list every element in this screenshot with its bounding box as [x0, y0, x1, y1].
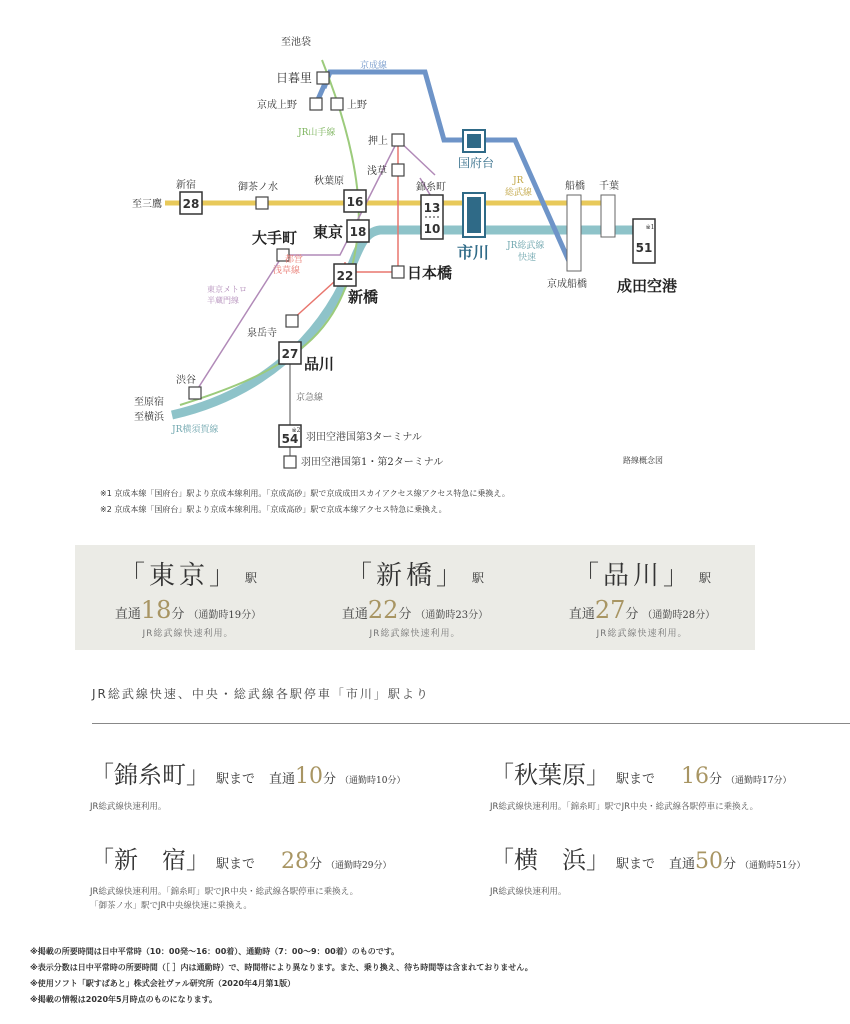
footnote-2: ※表示分数は日中平常時の所要時間（［ ］内は通勤時）で、時間帯により異なります。また、乗り換え、待ち時間等は含まれておりません。 — [30, 963, 533, 972]
label-ochanomizu: 御茶ノ水 — [238, 182, 278, 193]
intro-text: JR総武線快速、中央・総武線各駅停車「市川」駅より — [92, 687, 430, 701]
label-keisei-funabashi: 京成船橋 — [547, 279, 587, 290]
highlight-minutes: 18 — [140, 596, 172, 624]
station-chiba — [601, 195, 615, 237]
label-oshiage: 押上 — [368, 136, 388, 147]
label-shibuya: 渋谷 — [176, 375, 196, 386]
route-note-1: ※1 京成本線「国府台」駅より京成本線利用。「京成高砂」駅で京成成田スカイアクセス線アクセス特急に乗換え。 — [100, 489, 510, 498]
label-sengakuji: 泉岳寺 — [247, 328, 277, 339]
num-shinbashi: 22 — [336, 269, 354, 283]
narita-mark: ※1 — [645, 224, 655, 231]
highlight-shinagawa: 「品川」 駅 直通27分 （通勤時28分） JR総武線快速利用。 — [568, 561, 716, 639]
highlight-box — [75, 545, 755, 650]
label-hanzomon-2: 半蔵門線 — [207, 296, 239, 305]
highlight-station: 「東京」 — [118, 561, 239, 591]
footnote-4: ※掲載の情報は2020年5月時点のものになります。 — [30, 995, 217, 1004]
station-oshiage — [392, 134, 404, 146]
label-kounodai: 国府台 — [458, 156, 495, 170]
station-nihonbashi — [392, 266, 404, 278]
num-narita: 51 — [635, 241, 653, 255]
label-nippori: 日暮里 — [276, 71, 313, 85]
label-haneda12: 羽田空港国第1・第2ターミナル — [301, 457, 444, 468]
highlight-tokyo: 「東京」 駅 直通18分 （通勤時19分） JR総武線快速利用。 — [114, 561, 262, 639]
station-nippori — [317, 72, 329, 84]
label-toei-1: 都営 — [285, 255, 304, 265]
haneda-mark: ※2 — [291, 427, 301, 434]
destination-yokohama: 「横 浜」 駅まで 直通50分 （通勤時51分） JR総武線快速利用。 — [490, 846, 806, 897]
label-kinshicho: 錦糸町 — [416, 182, 446, 193]
label-keikyu: 京急線 — [296, 393, 324, 403]
label-ichikawa: 市川 — [457, 243, 490, 262]
label-yamanote: JR山手線 — [298, 128, 336, 138]
label-yokohama: 至横浜 — [134, 412, 164, 423]
station-asakusa — [392, 164, 404, 176]
num-shinjuku: 28 — [182, 197, 200, 211]
label-hanzomon-1: 東京メトロ — [207, 285, 247, 294]
label-otemachi: 大手町 — [252, 229, 298, 247]
label-chiba: 千葉 — [599, 181, 619, 192]
highlight-minutes: 22 — [367, 596, 399, 624]
station-ochanomizu — [256, 197, 268, 209]
highlight-shinbashi: 「新橋」 駅 直通22分 （通勤時23分） JR総武線快速利用。 — [341, 561, 489, 639]
label-narita: 成田空港 — [617, 277, 678, 295]
num-tokyo: 18 — [349, 225, 367, 239]
station-funabashi — [567, 195, 581, 271]
label-sobu-rapid-2: 快速 — [518, 253, 537, 263]
station-haneda12 — [284, 456, 296, 468]
num-kinshicho-bottom: 10 — [423, 222, 441, 236]
station-ueno — [331, 98, 343, 110]
label-sobu-1: JR — [513, 176, 524, 186]
num-akihabara: 16 — [346, 195, 364, 209]
destination-akihabara: 「秋葉原」 駅まで 16分 （通勤時17分） JR総武線快速利用。「錦糸町」駅でJR中央・総武線各駅停車に乗換え。 — [490, 761, 792, 812]
footnote-1: ※掲載の所要時間は日中平常時（10：00発～16：00着）、通勤時（7：00～9：00着）のものです。 — [30, 947, 400, 956]
highlight-station: 「品川」 — [572, 561, 693, 591]
label-ikebukuro: 至池袋 — [281, 37, 311, 48]
divider — [92, 723, 850, 724]
destination-shinjuku: 「新 宿」 駅まで 28分 （通勤時29分） JR総武線快速利用。「錦糸町」駅でJR中央・総武線各駅停車に乗換え。 「御茶ノ水」駅でJR中央線快速に乗換え。 — [90, 846, 392, 911]
station-shibuya — [189, 387, 201, 399]
label-shinagawa: 品川 — [304, 355, 335, 373]
label-tokyo: 東京 — [313, 223, 344, 241]
label-keisei-line: 京成線 — [360, 61, 388, 71]
num-shinagawa: 27 — [281, 347, 299, 361]
label-mitaka: 至三鷹 — [132, 199, 162, 210]
label-yokosuka: JR横須賀線 — [172, 425, 219, 435]
label-funabashi: 船橋 — [565, 181, 585, 192]
label-haneda3: 羽田空港国第3ターミナル — [306, 432, 422, 443]
label-sobu-2: 総武線 — [505, 188, 533, 198]
route-map — [0, 0, 850, 480]
highlight-minutes: 27 — [594, 596, 626, 624]
station-sengakuji — [286, 315, 298, 327]
station-keisei-ueno — [310, 98, 322, 110]
route-note-2: ※2 京成本線「国府台」駅より京成本線利用。「京成高砂」駅で京成本線アクセス特急に乗換え。 — [100, 505, 447, 514]
label-toei-2: 浅草線 — [273, 266, 301, 276]
footnote-3: ※使用ソフト「駅すぱあと」株式会社ヴァル研究所（2020年4月第1版） — [30, 979, 296, 988]
num-haneda: 54 — [281, 432, 299, 446]
label-harajuku: 至原宿 — [134, 397, 164, 408]
label-sobu-rapid-1: JR総武線 — [507, 241, 545, 251]
label-ueno: 上野 — [347, 100, 367, 111]
label-asakusa: 浅草 — [367, 166, 387, 177]
destination-kinshicho: 「錦糸町」 駅まで 直通10分 （通勤時10分） JR総武線快速利用。 — [90, 761, 406, 812]
num-kinshicho-top: 13 — [423, 201, 441, 215]
label-shinbashi: 新橋 — [348, 288, 379, 306]
label-shinjuku: 新宿 — [176, 180, 196, 191]
label-keisei-ueno: 京成上野 — [257, 100, 297, 111]
label-akihabara: 秋葉原 — [314, 176, 344, 187]
label-nihonbashi: 日本橋 — [407, 264, 453, 282]
highlight-station: 「新橋」 — [345, 561, 466, 591]
label-concept: 路線概念図 — [623, 456, 663, 465]
